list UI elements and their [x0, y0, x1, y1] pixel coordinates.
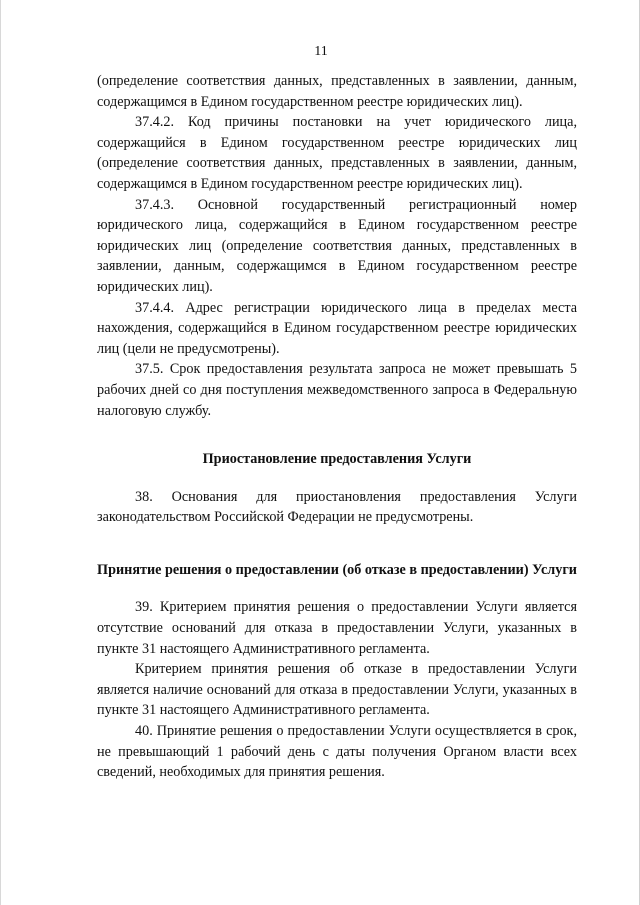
paragraph-continuation: (определение соответствия данных, представленных в заявлении, данным, содержащимся в Едином государственном реестре юридических лиц). — [97, 73, 577, 110]
paragraph-39: 39. Критерием принятия решения о предоставлении Услуги является отсутствие оснований для отказа в предоставлении Услуги, указанных в пункте 31 настоящего Административного регламента. — [97, 599, 577, 657]
paragraph-37-4-2: 37.4.2. Код причины постановки на учет юридического лица, содержащийся в Едином государственном реестре юридических лиц (определение соответствия данных, представленных в заявлении, данным, содержащимся в Едином государственном реестре юридических лиц). — [97, 114, 577, 192]
paragraph-37-4-3: 37.4.3. Основной государственный регистрационный номер юридического лица, содержащийся в Едином государственном реестре юридических лиц (определение соответствия данных, представленных в заявлении, данным, содержащимся в Едином государственном реестре юридических лиц). — [97, 196, 577, 295]
paragraph-37-4-4: 37.4.4. Адрес регистрации юридического лица в пределах места нахождения, содержащийся в Едином государственном реестре юридических лиц (цели не предусмотрены). — [97, 299, 577, 357]
paragraph-40: 40. Принятие решения о предоставлении Услуги осуществляется в срок, не превышающий 1 рабочий день с даты получения Органом власти всех сведений, необходимых для принятия решения. — [97, 723, 577, 781]
paragraph-37-5: 37.5. Срок предоставления результата запроса не может превышать 5 рабочих дней со дня поступления межведомственного запроса в Федеральную налоговую службу. — [97, 361, 577, 419]
page-number: 11 — [314, 44, 328, 59]
paragraph-39-criteria-refusal: Критерием принятия решения об отказе в предоставлении Услуги является наличие оснований для отказа в предоставлении Услуги, указанных в пункте 31 настоящего Административного регламента. — [97, 661, 577, 719]
section-heading-suspension: Приостановление предоставления Услуги — [202, 451, 472, 468]
paragraph-38: 38. Основания для приостановления предоставления Услуги законодательством Российской Федерации не предусмотрены. — [97, 488, 577, 526]
document-body — [97, 71, 577, 783]
section-heading-decision: Принятие решения о предоставлении (об отказе в предоставлении) Услуги — [97, 561, 577, 578]
